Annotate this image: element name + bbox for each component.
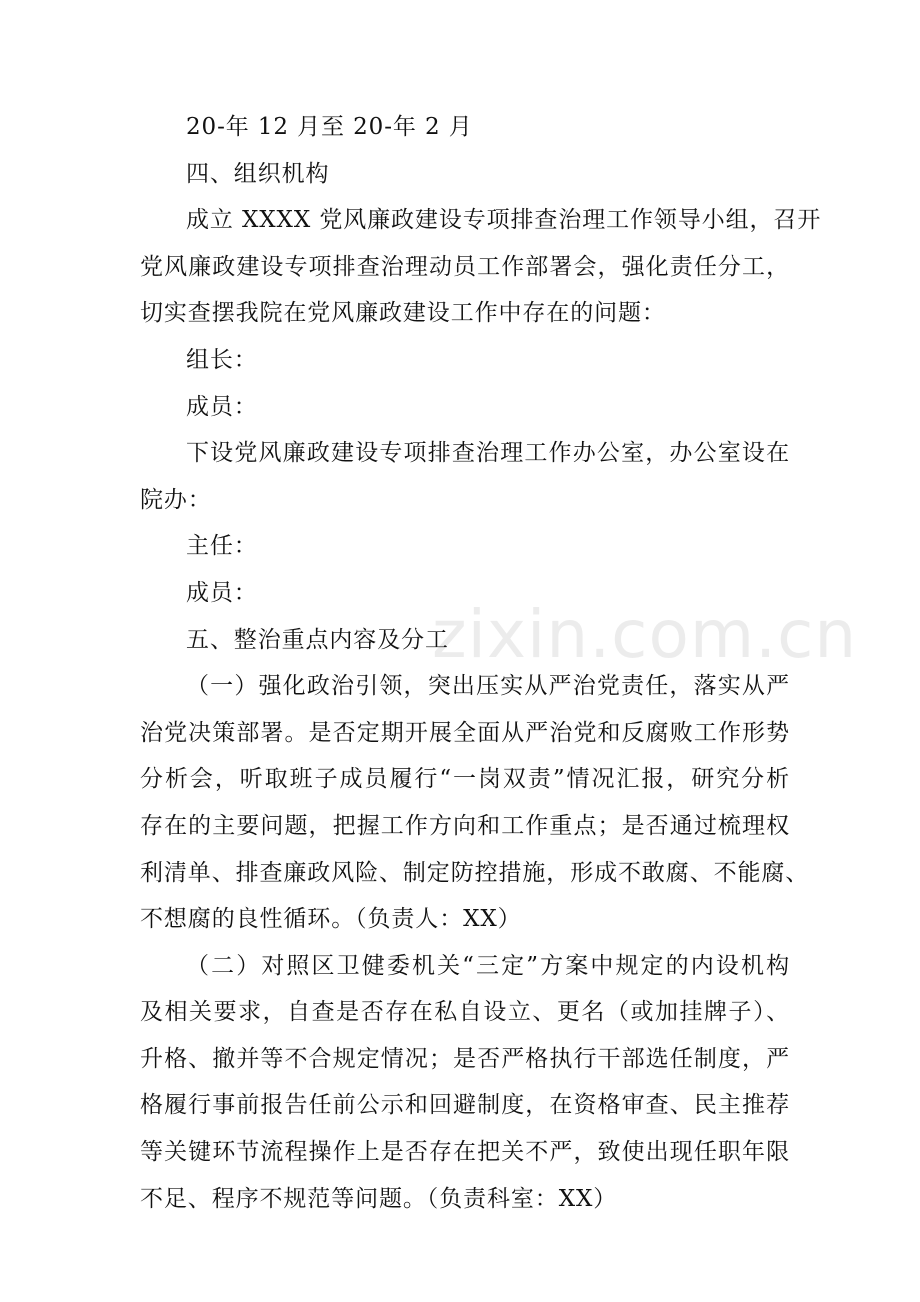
watermark: zixin.com.cn — [432, 596, 858, 673]
paragraph-line: 不想腐的良性循环。（负责人：XX） — [140, 906, 522, 933]
paragraph-line: 院办： — [140, 486, 212, 513]
paragraph-line: 成立 XXXX 党风廉政建设专项排查治理工作领导小组，召开 — [186, 207, 822, 234]
paragraph-line: 下设党风廉政建设专项排查治理工作办公室，办公室设在 — [186, 440, 790, 467]
paragraph-line: 党风廉政建设专项排查治理动员工作部署会，强化责任分工， — [140, 253, 790, 280]
section-heading-key-content: 五、整治重点内容及分工 — [186, 626, 449, 653]
paragraph-line: （一）强化政治引领，突出压实从严治党责任，落实从严 — [186, 673, 790, 700]
paragraph-line: 切实查摆我院在党风廉政建设工作中存在的问题： — [140, 300, 666, 327]
section-heading-organization: 四、组织机构 — [186, 160, 330, 187]
paragraph-line: 格履行事前报告任前公示和回避制度，在资格审查、民主推荐 — [140, 1092, 790, 1119]
paragraph-line: 不足、程序不规范等问题。（负责科室：XX） — [140, 1185, 618, 1212]
paragraph-line: （二）对照区卫健委机关“三定”方案中规定的内设机构 — [186, 952, 790, 979]
members-label: 成员： — [186, 393, 258, 420]
paragraph-line: 及相关要求，自查是否存在私自设立、更名（或加挂牌子）、 — [140, 999, 790, 1026]
group-leader-label: 组长： — [186, 346, 258, 373]
members-label: 成员： — [186, 579, 258, 606]
document-body — [140, 104, 822, 1222]
paragraph-line: 分析会，听取班子成员履行“一岗双责”情况汇报，研究分析 — [140, 766, 790, 793]
director-label: 主任： — [186, 533, 258, 560]
paragraph-line: 存在的主要问题，把握工作方向和工作重点；是否通过梳理权 — [140, 812, 790, 839]
date-range-line: 20-年 12 月至 20-年 2 月 — [186, 114, 473, 140]
paragraph-line: 利清单、排查廉政风险、制定防控措施，形成不敢腐、不能腐、 — [140, 859, 810, 886]
paragraph-line: 等关键环节流程操作上是否存在把关不严，致使出现任职年限 — [140, 1139, 790, 1166]
paragraph-line: 升格、撤并等不合规定情况；是否严格执行干部选任制度，严 — [140, 1045, 790, 1072]
paragraph-line: 治党决策部署。是否定期开展全面从严治党和反腐败工作形势 — [140, 719, 790, 746]
